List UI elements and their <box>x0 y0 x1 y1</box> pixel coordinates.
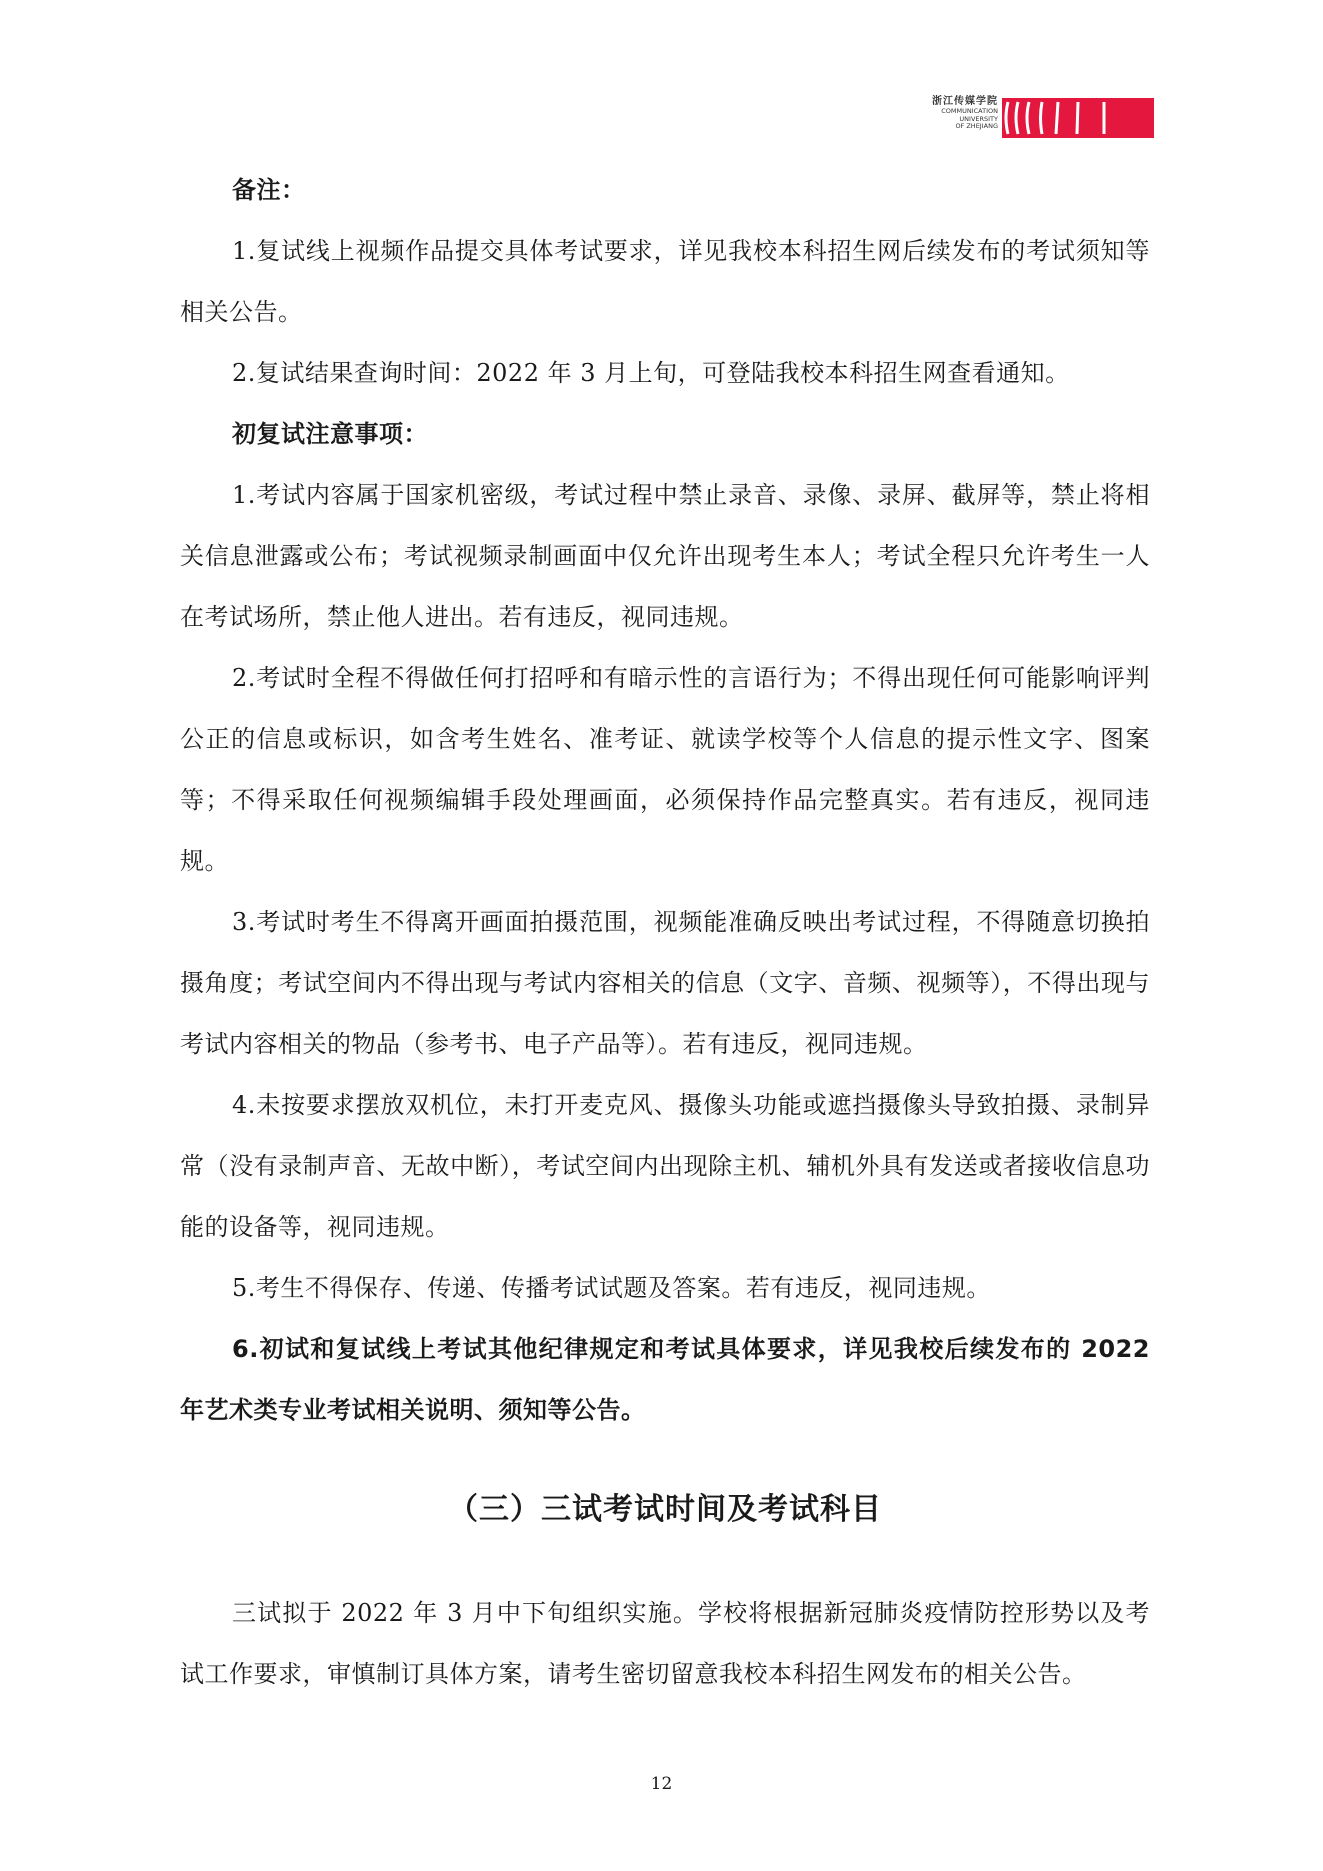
precautions-heading: 初复试注意事项： <box>232 420 428 448</box>
notes-heading: 备注： <box>232 176 306 204</box>
third-exam-section <box>180 1583 1150 1705</box>
third-exam-paragraph: 三试拟于 2022 年 3 月中下旬组织实施。学校将根据新冠肺炎疫情防控形势以及考试工作要求，审慎制订具体方案，请考生密切留意我校本科招生网发布的相关公告。 <box>180 1599 1150 1688</box>
logo-mark-icon <box>1002 98 1154 138</box>
logo-text <box>914 96 998 131</box>
notes-section <box>180 160 1150 1441</box>
precaution-paragraph-3: 3.考试时考生不得离开画面拍摄范围，视频能准确反映出考试过程，不得随意切换拍摄角度；考试空间内不得出现与考试内容相关的信息（文字、音频、视频等），不得出现与考试内容相关的物品（参考书、电子产品等）。若有违反，视同违规。 <box>180 908 1150 1058</box>
logo-chinese-name: 浙江传媒学院 <box>932 96 998 107</box>
note-paragraph-1: 1.复试线上视频作品提交具体考试要求，详见我校本科招生网后续发布的考试须知等相关公告。 <box>180 237 1150 326</box>
precaution-paragraph-1: 1.考试内容属于国家机密级，考试过程中禁止录音、录像、录屏、截屏等，禁止将相关信息泄露或公布；考试视频录制画面中仅允许出现考生本人；考试全程只允许考生一人在考试场所，禁止他人进出。若有违反，视同违规。 <box>180 481 1150 631</box>
logo-english-line-2: UNIVERSITY <box>959 114 998 123</box>
precaution-paragraph-4: 4.未按要求摆放双机位，未打开麦克风、摄像头功能或遮挡摄像头导致拍摄、录制异常（没有录制声音、无故中断），考试空间内出现除主机、辅机外具有发送或者接收信息功能的设备等，视同违规。 <box>180 1091 1150 1241</box>
precaution-paragraph-6: 6.初试和复试线上考试其他纪律规定和考试具体要求，详见我校后续发布的 2022 年艺术类专业考试相关说明、须知等公告。 <box>180 1335 1150 1424</box>
section-title: （三）三试考试时间及考试科目 <box>448 1492 882 1527</box>
precaution-paragraph-5: 5.考生不得保存、传递、传播考试试题及答案。若有违反，视同违规。 <box>232 1274 991 1302</box>
logo-english-line-3: OF ZHEJIANG <box>955 122 998 130</box>
note-paragraph-2: 2.复试结果查询时间：2022 年 3 月上旬，可登陆我校本科招生网查看通知。 <box>232 359 1070 387</box>
precaution-paragraph-2: 2.考试时全程不得做任何打招呼和有暗示性的言语行为；不得出现任何可能影响评判公正的信息或标识，如含考生姓名、准考证、就读学校等个人信息的提示性文字、图案等；不得采取任何视频编辑手段处理画面，必须保持作品完整真实。若有违反，视同违规。 <box>180 664 1150 875</box>
page-number: 12 <box>650 1774 673 1794</box>
university-logo <box>914 96 1154 140</box>
logo-english-line-1: COMMUNICATION <box>941 107 998 115</box>
